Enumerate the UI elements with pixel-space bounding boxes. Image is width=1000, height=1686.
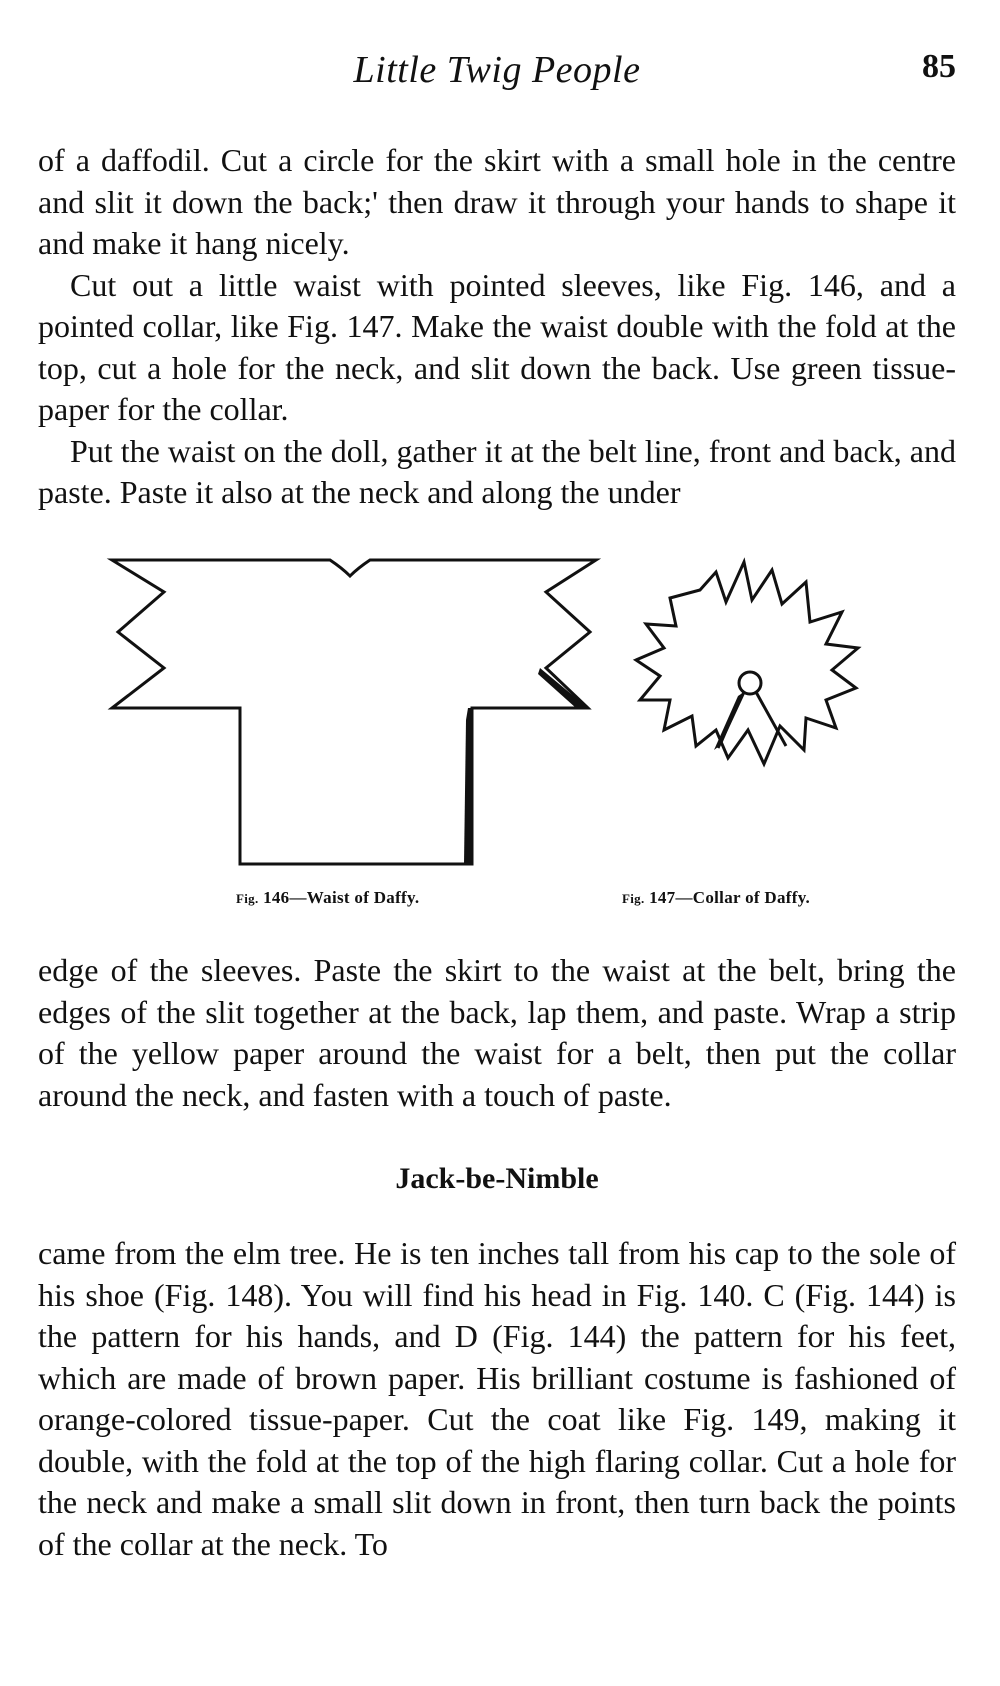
- paragraph: edge of the sleeves. Paste the skirt to the waist at the belt, bring the edges of the slit together at the back, lap them, and paste. Wrap a strip of the yellow paper around the waist for a belt, then put the collar around the neck, and fasten with a touch of paste.: [38, 952, 956, 1113]
- page-header: [38, 48, 956, 104]
- section-heading: Jack-be-Nimble: [395, 1162, 599, 1195]
- figure-label: Fig.: [236, 891, 259, 906]
- top-text-block: [38, 140, 956, 514]
- paragraph: of a daffodil. Cut a circle for the skirt with a small hole in the centre and slit it down the back;' then draw it through your hands to shape it and make it hang nicely.: [38, 142, 956, 261]
- figure-caption-147: [622, 888, 810, 908]
- paragraph: Put the waist on the doll, gather it at the belt line, front and back, and paste. Paste it also at the neck and along the under: [38, 432, 956, 510]
- running-title: Little Twig People: [353, 49, 641, 91]
- figure-label: Fig.: [622, 891, 645, 906]
- middle-text-block: [38, 950, 956, 1116]
- waist-figure: [112, 560, 596, 864]
- collar-figure: [636, 562, 858, 764]
- figures-illustration: [0, 540, 1000, 920]
- caption-text: 146—Waist of Daffy.: [263, 888, 420, 907]
- paragraph: Cut out a little waist with pointed sleeves, like Fig. 146, and a pointed collar, like Fig. 147. Make the waist double with the fold at the top, cut a hole for the neck, and slit down the back. Use green tissue-paper for the collar.: [38, 266, 956, 427]
- caption-text: 147—Collar of Daffy.: [649, 888, 811, 907]
- bottom-text-block: [38, 1233, 956, 1565]
- paragraph: came from the elm tree. He is ten inches tall from his cap to the sole of his shoe (Fig. 148). You will find his head in Fig. 140. C (Fig. 144) is the pattern for his hands, and D (Fig. 144) the pattern for his feet, which are made of brown paper. His brilliant costume is fashioned of orange-colored tissue-paper. Cut the coat like Fig. 149, making it double, with the fold at the top of the high flaring collar. Cut a hole for the neck and make a small slit down in front, then turn back the points of the collar at the neck. To: [38, 1235, 956, 1562]
- page-number: 85: [922, 48, 956, 85]
- figure-area: [0, 540, 1000, 920]
- figure-caption-146: [236, 888, 419, 908]
